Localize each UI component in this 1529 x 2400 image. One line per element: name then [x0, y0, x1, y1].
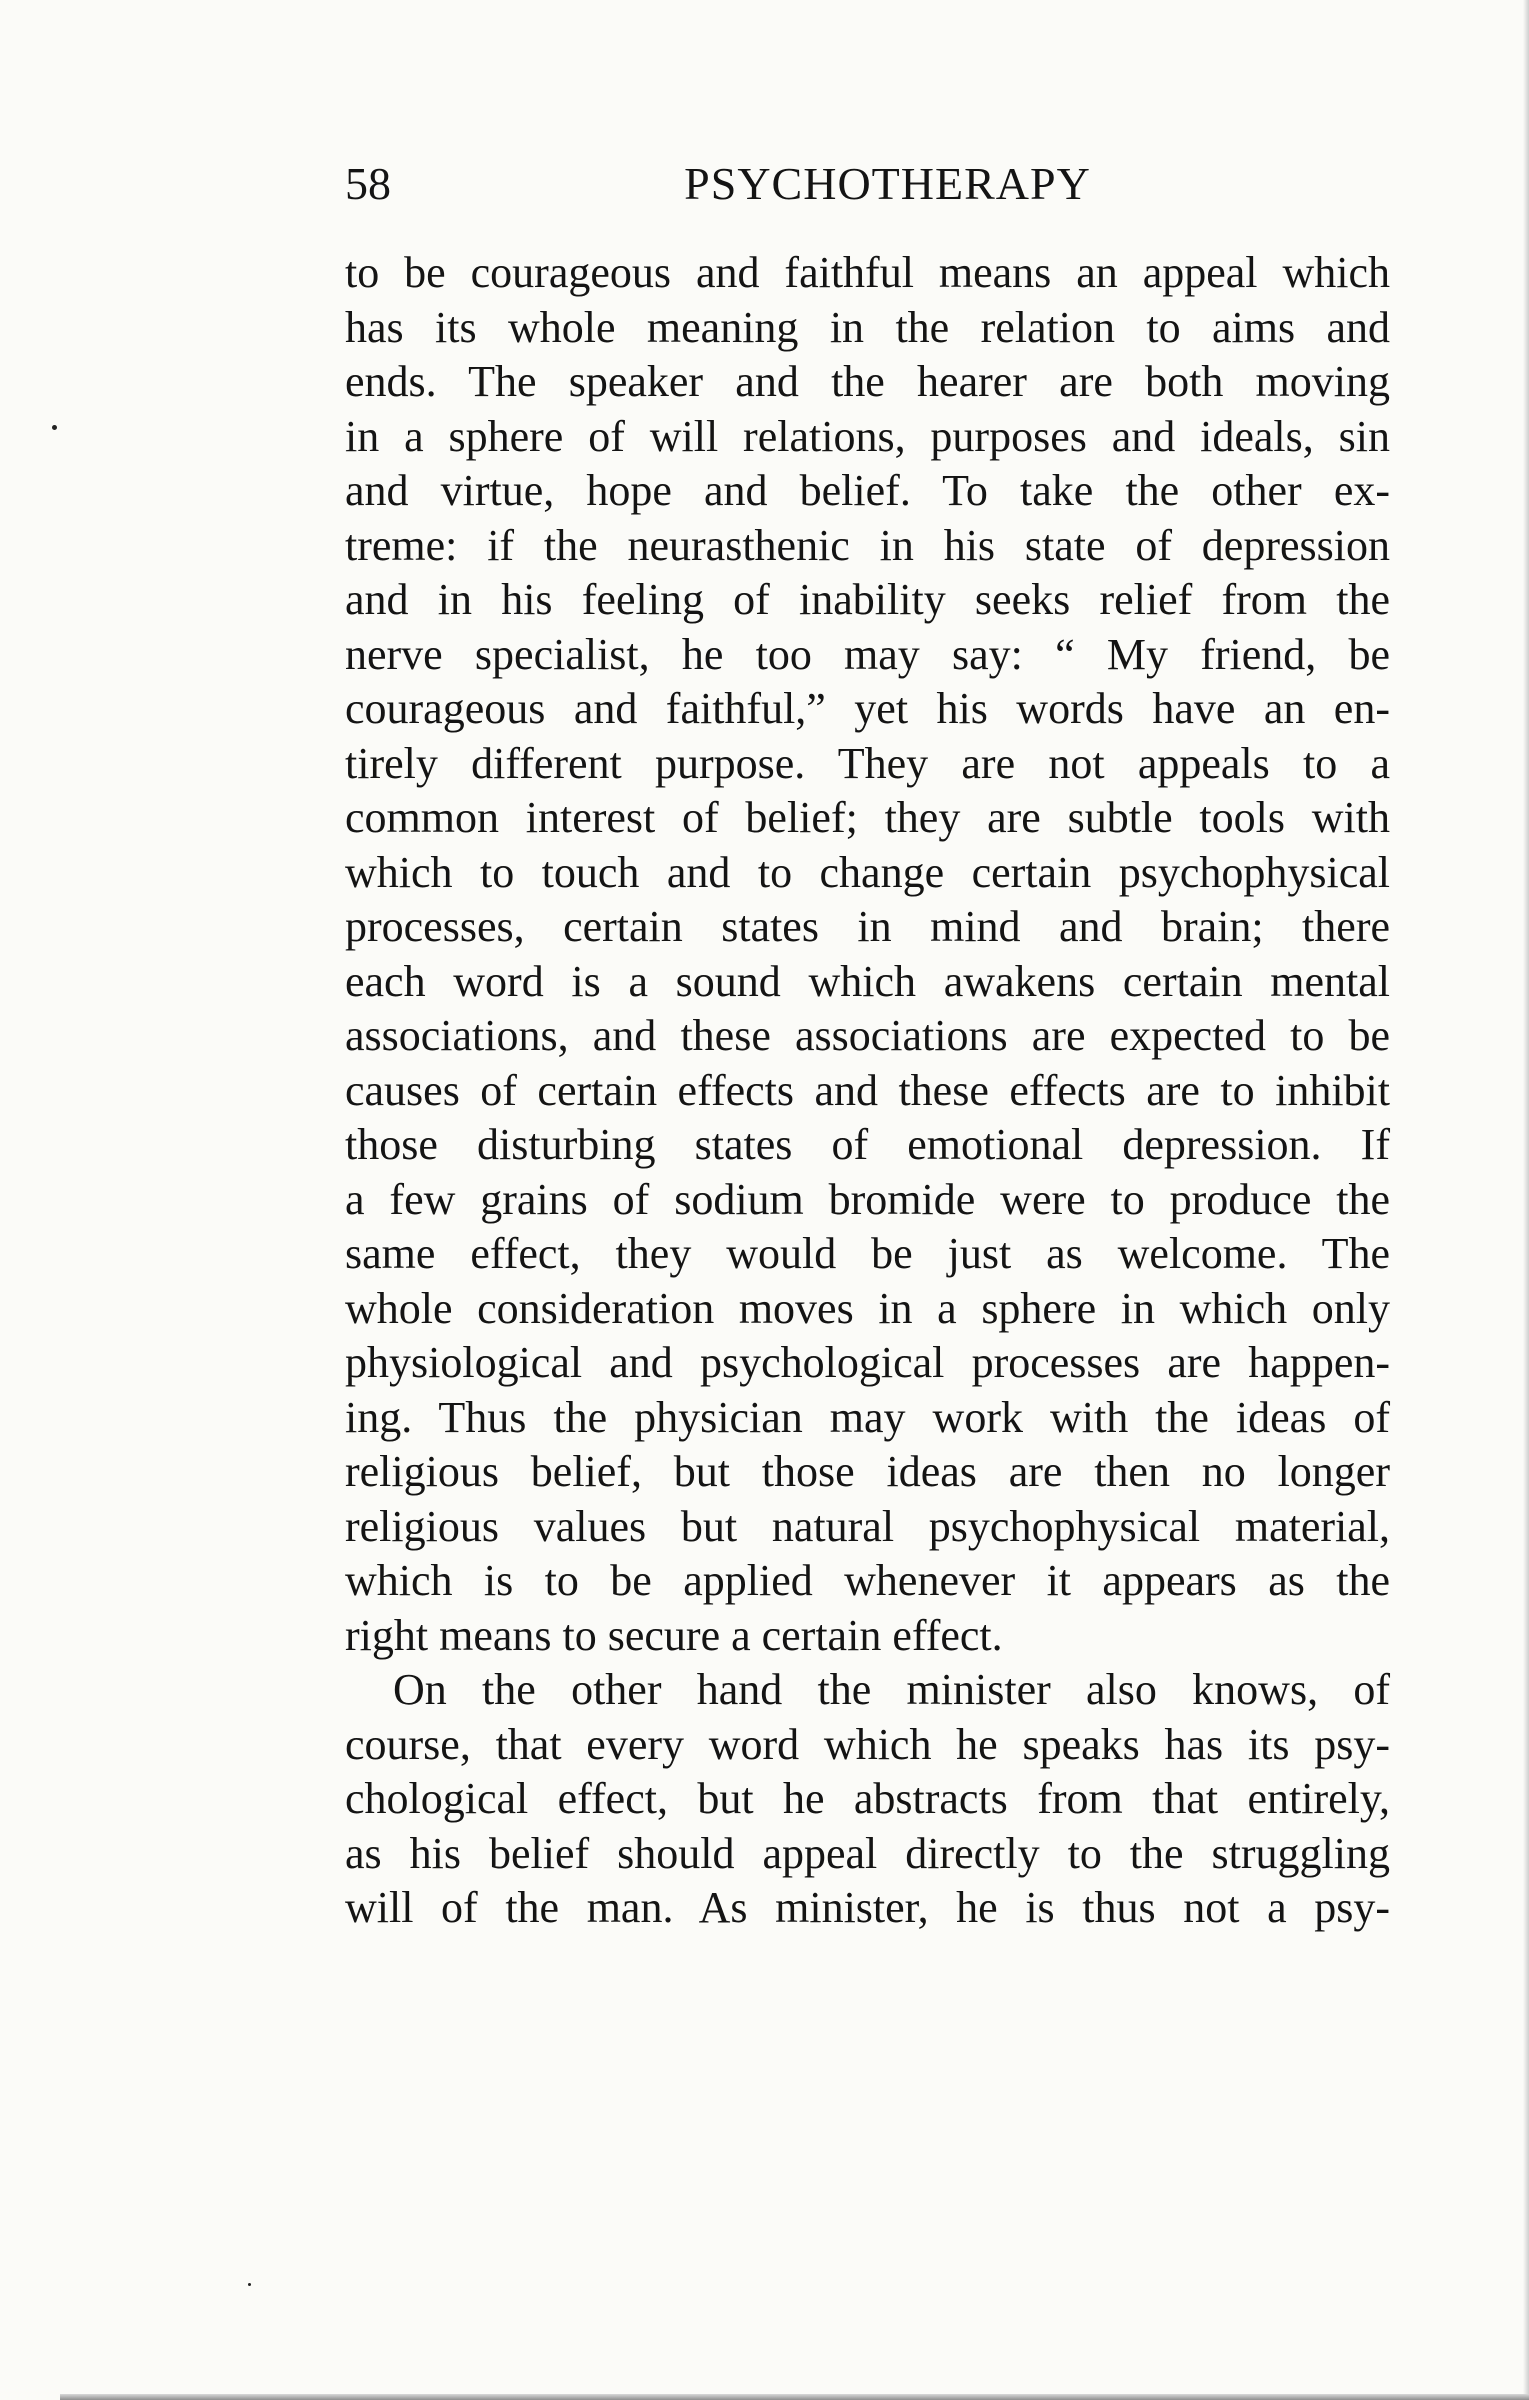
text-line: physiological and psychological processes are happen-: [345, 1338, 1390, 1387]
text-line: chological effect, but he abstracts from that entirely,: [345, 1774, 1390, 1823]
text-line: has its whole meaning in the relation to aims and: [345, 302, 1390, 352]
page-header: [345, 152, 1390, 216]
text-line: a few grains of sodium bromide were to produce the: [345, 1174, 1390, 1224]
text-line: processes, certain states in mind and brain; there: [345, 902, 1390, 951]
text-line: religious values but natural psychophysical material,: [345, 1501, 1390, 1551]
text-line: and virtue, hope and belief. To take the other ex-: [345, 466, 1390, 515]
text-line: courageous and faithful,” yet his words have an en-: [345, 684, 1390, 733]
text-line: religious belief, but those ideas are then no longer: [345, 1447, 1390, 1496]
text-line: treme: if the neurasthenic in his state of depression: [345, 520, 1390, 570]
text-line: in a sphere of will relations, purposes and ideals, sin: [345, 411, 1390, 461]
body-text: [345, 246, 1390, 1936]
text-line: and in his feeling of inability seeks relief from the: [345, 575, 1390, 624]
text-line: whole consideration moves in a sphere in which only: [345, 1283, 1390, 1333]
text-line: ends. The speaker and the hearer are both moving: [345, 357, 1390, 406]
text-line: same effect, they would be just as welcome. The: [345, 1229, 1390, 1278]
page-bottom-edge: [60, 2394, 1529, 2400]
text-line: course, that every word which he speaks has its psy-: [345, 1719, 1390, 1769]
text-line: common interest of belief; they are subtle tools with: [345, 793, 1390, 842]
paragraph-start-line: On the other hand the minister also knows, of: [393, 1665, 1390, 1714]
paragraph-end-line: right means to secure a certain effect.: [345, 1610, 1003, 1660]
text-line: to be courageous and faithful means an appeal which: [345, 248, 1390, 297]
text-line: as his belief should appeal directly to the struggling: [345, 1828, 1390, 1878]
text-line: which is to be applied whenever it appears as the: [345, 1556, 1390, 1605]
text-line: causes of certain effects and these effects are to inhibit: [345, 1065, 1390, 1115]
text-line: each word is a sound which awakens certain mental: [345, 956, 1390, 1006]
page-number: 58: [345, 158, 391, 209]
text-line: ing. Thus the physician may work with the ideas of: [345, 1392, 1390, 1442]
text-line: which to touch and to change certain psychophysical: [345, 847, 1390, 897]
text-line: tirely different purpose. They are not appeals to a: [345, 738, 1390, 788]
scan-speck: [52, 425, 57, 430]
page-edge-shadow: [1523, 0, 1529, 2400]
scan-speck: [248, 2283, 251, 2286]
text-line: those disturbing states of emotional depression. If: [345, 1120, 1390, 1169]
text-line: will of the man. As minister, he is thus not a psy-: [345, 1883, 1390, 1932]
text-line: nerve specialist, he too may say: “ My friend, be: [345, 629, 1390, 679]
text-line: associations, and these associations are expected to be: [345, 1011, 1390, 1060]
running-head: PSYCHOTHERAPY: [684, 158, 1091, 209]
